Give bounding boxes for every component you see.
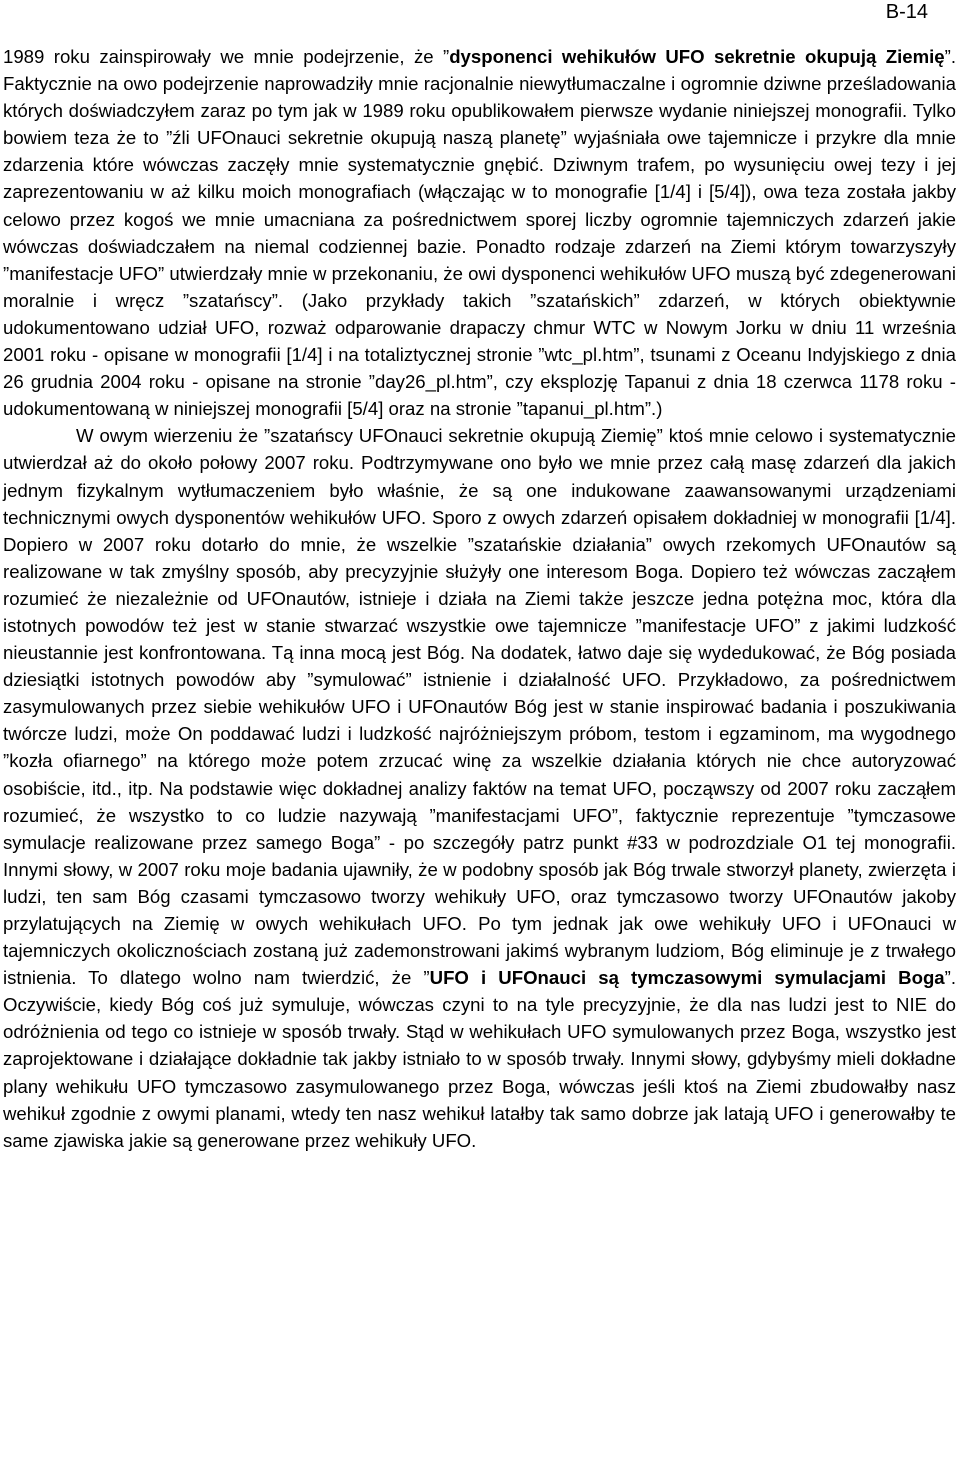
paragraph-2-text-a: W owym wierzeniu że ”szatańscy UFOnauci sekretnie okupują Ziemię” ktoś mnie celowo i systematycznie utwierdzał aż do około połowy 2007 roku. Podtrzymywane ono było we mnie przez całą masę zdarzeń dla jakich jednym fizykalnym wytłumaczeniem było właśnie, że są one indukowane zaawansowanymi urządzeniami technicznymi owych dysponentów wehikułów UFO. Sporo z owych zdarzeń opisałem dokładniej w monografii [1/4]. Dopiero w 2007 roku dotarło do mnie, że wszelkie ”szatańskie działania” owych rzekomych UFOnautów są realizowane w tak zmyślny sposób, aby precyzyjnie służyły one interesom Boga. Dopiero też wówczas zacząłem rozumieć że niezależnie od UFOnautów, istnieje i działa na Ziemi także jeszcze jedna potężna moc, która dla istotnych powodów też jest w stanie stwarzać wszystkie owe tajemnicze ”manifestacje UFO” z jakimi ludzkość nieustannie jest konfrontowana. Tą inna mocą jest Bóg. Na dodatek, łatwo daje się wydedukować, że Bóg posiada dziesiątki istotnych powodów aby ”symulować” istnienie i działalność UFO. Przykładowo, za pośrednictwem zasymulowanych przez siebie wehikułów UFO i UFOnautów Bóg jest w stanie inspirować badania i poszukiwania twórcze ludzi, może On poddawać ludzi i ludzkość najróżniejszym próbom, testom i egzaminom, ma wygodnego ”kozła ofiarnego” na którego może potem zrzucać winę za wszelkie działania których nie chce autoryzować osobiście, itd., itp. Na podstawie więc dokładnej analizy faktów na temat UFO, począwszy od 2007 roku zacząłem rozumieć, że wszystko to co ludzie nazywają ”manifestacjami UFO”, faktycznie reprezentuje ”tymczasowe symulacje realizowane przez samego Boga” - po szczegóły patrz punkt #33 w podrozdziale O1 tej monografii. Innymi słowy, w 2007 roku moje badania ujawniły, że w podobny sposób jak Bóg trwale stworzył planety, zwierzęta i ludzi, ten sam Bóg czasami tymczasowo tworzy wehikuły UFO, oraz tymczasowo tworzy UFOnautów jakoby przylatujących na Ziemię w owych wehikułach UFO. Po tym jednak jak owe wehikuły UFO i UFOnauci w tajemniczych okolicznościach zostaną już zademonstrowani jakimś wybranym ludziom, Bóg eliminuje je z trwałego istnienia. To dlatego wolno nam twierdzić, że ” [3, 425, 956, 989]
page-number: B-14 [885, 1, 928, 23]
paragraph-2-bold: UFO i UFOnauci są tymczasowymi symulacjami Boga [429, 967, 945, 989]
paragraph-1-text-b: ”. Faktycznie na owo podejrzenie naprowadziły mnie racjonalnie niewytłumaczalne i ogromnie dziwne prześladowania których doświadczyłem zaraz po tym jak w 1989 roku opublikowałem pierwsze wydanie niniejszej monografii. Tylko bowiem teza że to ”źli UFOnauci sekretnie okupują naszą planetę” wyjaśniała owe tajemnicze i przykre dla mnie zdarzenia które wówczas zaczęły mnie systematycznie gnębić. Dziwnym trafem, po wysunięciu owej tezy i jej zaprezentowaniu w aż kilku moich monografiach (włączając w to monografie [1/4] i [5/4]), owa teza została jakby celowo przez kogoś we mnie umacniana za pośrednictwem sporej liczby ogromnie tajemniczych zdarzeń jakie wówczas doświadczałem na niemal codziennej bazie. Ponadto rodzaje zdarzeń na Ziemi którym towarzyszyły ”manifestacje UFO” utwierdzały mnie w przekonaniu, że owi dysponenci wehikułów UFO muszą być zdegenerowani moralnie i wręcz ”szatańscy”. (Jako przykłady takich ”szatańskich” zdarzeń, w których obiektywnie udokumentowano udział UFO, rozważ odparowanie drapaczy chmur WTC w Nowym Jorku w dniu 11 września 2001 roku - opisane w monografii [1/4] i na totaliztycznej stronie ”wtc_pl.htm”, tsunami z Oceanu Indyjskiego z dnia 26 grudnia 2004 roku - opisane na stronie ”day26_pl.htm”, czy eksplozję Tapanui z dnia 18 czerwca 1178 roku - udokumentowaną w niniejszej monografii [5/4] oraz na stronie ”tapanui_pl.htm”.) [3, 46, 956, 420]
paragraph-2-text-b: ”. Oczywiście, kiedy Bóg coś już symuluje, wówczas czyni to na tyle precyzyjnie, że dla nas ludzi jest to NIE do odróżnienia od tego co istnieje w sposób trwały. Stąd w wehikułach UFO symulowanych przez Boga, wszystko jest zaprojektowane i działające dokładnie tak jakby istniało to w sposób trwały. Innymi słowy, gdybyśmy mieli dokładne plany wehikułu UFO tymczasowo zasymulowanego przez Boga, wówczas jeśli ktoś na Ziemi zbudowałby nasz wehikuł zgodnie z owymi planami, wtedy ten nasz wehikuł latałby tak samo dobrze jak latają UFO i generowałby te same zjawiska jakie są generowane przez wehikuły UFO. [3, 967, 957, 1151]
paragraph-1-text-a: 1989 roku zainspirowały we mnie podejrzenie, że ” [3, 46, 450, 67]
document-body [3, 43, 956, 1154]
paragraph-1-bold: dysponenci wehikułów UFO sekretnie okupują Ziemię [449, 46, 945, 67]
paragraph-2 [3, 422, 956, 1154]
paragraph-1 [3, 43, 956, 422]
